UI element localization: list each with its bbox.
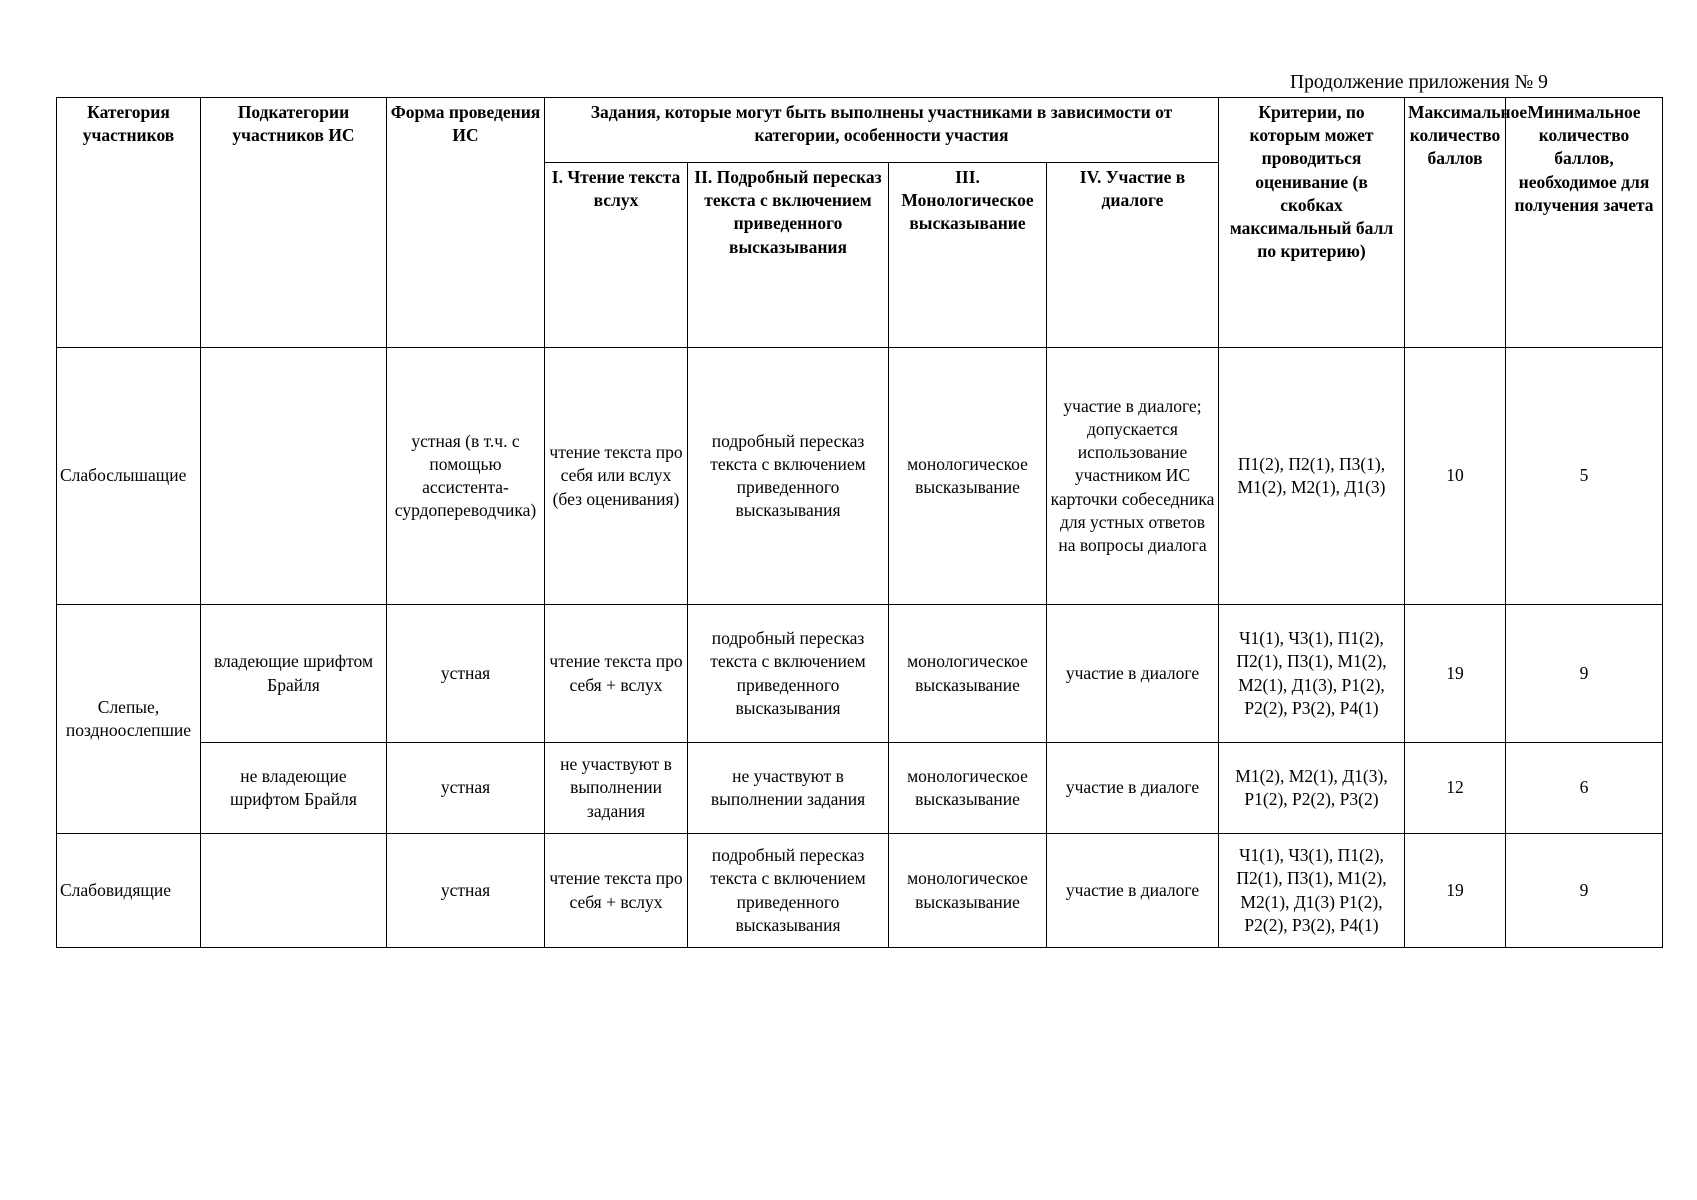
table-row: [57, 348, 1663, 605]
cell-min: 6: [1506, 743, 1663, 834]
cell-max: 10: [1405, 348, 1506, 605]
cell-criteria: П1(2), П2(1), П3(1), М1(2), М2(1), Д1(3): [1219, 348, 1405, 605]
cell-min: 5: [1506, 348, 1663, 605]
header-criteria: Критерии, по которым может проводиться оценивание (в скобках максимальный балл по критерию): [1219, 98, 1405, 348]
cell-min: 9: [1506, 605, 1663, 743]
header-row-1: [57, 98, 1663, 163]
cell-max: 19: [1405, 834, 1506, 948]
cell-task3: монологическое высказывание: [889, 834, 1047, 948]
cell-task1: не участвуют в выполнении задания: [545, 743, 688, 834]
table-row: [57, 743, 1663, 834]
header-form: Форма проведения ИС: [387, 98, 545, 348]
table-row: [57, 834, 1663, 948]
cell-subcategory: [201, 834, 387, 948]
cell-criteria: Ч1(1), Ч3(1), П1(2), П2(1), П3(1), М1(2), М2(1), Д1(3) Р1(2), Р2(2), Р3(2), Р4(1): [1219, 834, 1405, 948]
header-task4: IV. Участие в диалоге: [1047, 163, 1219, 348]
cell-task2: подробный пересказ текста с включением приведенного высказывания: [688, 348, 889, 605]
cell-subcategory: владеющие шрифтом Брайля: [201, 605, 387, 743]
header-max: Максимальное количество баллов: [1405, 98, 1506, 348]
cell-criteria: Ч1(1), Ч3(1), П1(2), П2(1), П3(1), М1(2), М2(1), Д1(3), Р1(2), Р2(2), Р3(2), Р4(1): [1219, 605, 1405, 743]
cell-max: 12: [1405, 743, 1506, 834]
cell-task1: чтение текста про себя + вслух: [545, 605, 688, 743]
cell-category: Слабослышащие: [57, 348, 201, 605]
cell-form: устная: [387, 834, 545, 948]
cell-category: Слепые, поздноослепшие: [57, 605, 201, 834]
header-task2: II. Подробный пересказ текста с включением приведенного высказывания: [688, 163, 889, 348]
cell-max: 19: [1405, 605, 1506, 743]
header-subcategory: Подкатегории участников ИС: [201, 98, 387, 348]
cell-task2: подробный пересказ текста с включением приведенного высказывания: [688, 834, 889, 948]
cell-form: устная: [387, 743, 545, 834]
cell-task4: участие в диалоге: [1047, 743, 1219, 834]
cell-task4: участие в диалоге: [1047, 605, 1219, 743]
cell-task2: не участвуют в выполнении задания: [688, 743, 889, 834]
cell-task3: монологическое высказывание: [889, 348, 1047, 605]
header-min: Минимальное количество баллов, необходимое для получения зачета: [1506, 98, 1663, 348]
cell-task4: участие в диалоге: [1047, 834, 1219, 948]
cell-subcategory: [201, 348, 387, 605]
assessment-table: [56, 97, 1663, 948]
cell-task3: монологическое высказывание: [889, 743, 1047, 834]
cell-form: устная: [387, 605, 545, 743]
cell-form: устная (в т.ч. с помощью ассистента-сурдопереводчика): [387, 348, 545, 605]
header-task3: III. Монологическое высказывание: [889, 163, 1047, 348]
cell-task1: чтение текста про себя + вслух: [545, 834, 688, 948]
header-category: Категория участников: [57, 98, 201, 348]
cell-category: Слабовидящие: [57, 834, 201, 948]
cell-task1: чтение текста про себя или вслух (без оценивания): [545, 348, 688, 605]
header-task1: I. Чтение текста вслух: [545, 163, 688, 348]
cell-task3: монологическое высказывание: [889, 605, 1047, 743]
cell-task2: подробный пересказ текста с включением приведенного высказывания: [688, 605, 889, 743]
cell-criteria: М1(2), М2(1), Д1(3), Р1(2), Р2(2), Р3(2): [1219, 743, 1405, 834]
cell-task4: участие в диалоге; допускается использование участником ИС карточки собеседника для устных ответов на вопросы диалога: [1047, 348, 1219, 605]
cell-subcategory: не владеющие шрифтом Брайля: [201, 743, 387, 834]
cell-min: 9: [1506, 834, 1663, 948]
page-note: Продолжение приложения № 9: [1290, 72, 1548, 93]
table-row: [57, 605, 1663, 743]
header-tasks: Задания, которые могут быть выполнены участниками в зависимости от категории, особенности участия: [545, 98, 1219, 163]
